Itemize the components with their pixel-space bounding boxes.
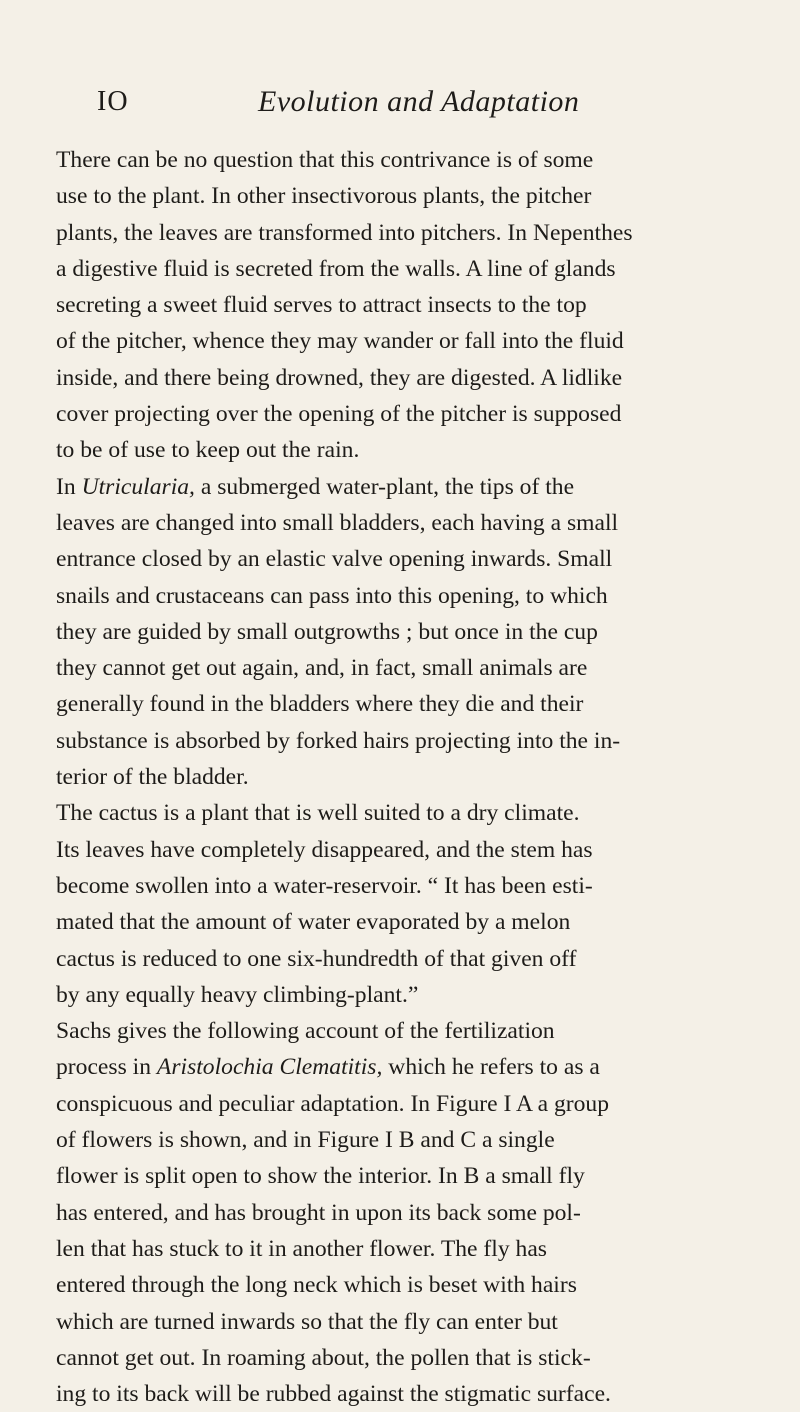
text-line: entrance closed by an elastic valve opening inwards. Small xyxy=(56,546,613,573)
text-line: a digestive fluid is secreted from the walls. A line of glands xyxy=(56,255,616,282)
text-line: flower is split open to show the interior. In B a small fly xyxy=(56,1163,585,1190)
text-line: has entered, and has brought in upon its back some pol- xyxy=(56,1199,581,1226)
text-line: The cactus is a plant that is well suited to a dry climate. xyxy=(56,800,580,827)
text-line: to be of use to keep out the rain. xyxy=(56,437,360,464)
text-span: a submerged water-plant, the tips of the xyxy=(194,473,575,500)
text-line: they are guided by small outgrowths ; but once in the cup xyxy=(56,618,598,645)
text-span: which he refers to as a xyxy=(382,1054,600,1081)
text-line: conspicuous and peculiar adaptation. In Figure I A a group xyxy=(56,1090,610,1117)
text-line: secreting a sweet fluid serves to attract insects to the top xyxy=(56,292,587,319)
paragraph-cactus xyxy=(56,795,742,1013)
text-line: Sachs gives the following account of the fertilization xyxy=(56,1018,555,1045)
text-line: generally found in the bladders where they die and their xyxy=(56,691,584,718)
text-line: cover projecting over the opening of the pitcher is supposed xyxy=(56,401,622,428)
text-span: In xyxy=(56,473,82,500)
italic-term: Aristolochia Clematitis, xyxy=(156,1054,383,1081)
text-line: mated that the amount of water evaporated by a melon xyxy=(56,909,571,936)
body-text xyxy=(56,142,742,1412)
text-line: which are turned inwards so that the fly can enter but xyxy=(56,1308,558,1335)
running-head: Evolution and Adaptation xyxy=(258,85,580,118)
text-line: become swollen into a water-reservoir. “ It has been esti- xyxy=(56,872,593,899)
page-number: IO xyxy=(97,86,129,117)
paragraph-aristolochia xyxy=(56,1013,742,1412)
text-line: inside, and there being drowned, they are digested. A lidlike xyxy=(56,364,623,391)
text-line: snails and crustaceans can pass into this opening, to which xyxy=(56,582,608,609)
text-line: len that has stuck to it in another flower. The fly has xyxy=(56,1235,547,1262)
text-line xyxy=(56,1049,742,1085)
text-span: process in xyxy=(56,1054,157,1081)
text-line: substance is absorbed by forked hairs projecting into the in- xyxy=(56,727,621,754)
text-line: entered through the long neck which is beset with hairs xyxy=(56,1272,577,1299)
italic-term: Utricularia, xyxy=(81,473,195,500)
paragraph-pitcher-plants xyxy=(56,142,742,469)
text-line: use to the plant. In other insectivorous plants, the pitcher xyxy=(56,183,592,210)
page-header xyxy=(0,82,800,122)
text-line: terior of the bladder. xyxy=(56,764,249,791)
text-line: plants, the leaves are transformed into pitchers. In Nepenthes xyxy=(56,219,633,246)
text-line: leaves are changed into small bladders, each having a small xyxy=(56,509,619,536)
text-line: cactus is reduced to one six-hundredth of that given off xyxy=(56,945,577,972)
text-line: Its leaves have completely disappeared, and the stem has xyxy=(56,836,593,863)
text-line: they cannot get out again, and, in fact, small animals are xyxy=(56,655,588,682)
text-line xyxy=(56,469,742,505)
text-line: by any equally heavy climbing-plant.” xyxy=(56,981,419,1008)
paragraph-utricularia xyxy=(56,469,742,796)
text-line: cannot get out. In roaming about, the pollen that is stick- xyxy=(56,1344,591,1371)
text-line: of the pitcher, whence they may wander or fall into the fluid xyxy=(56,328,624,355)
text-line: There can be no question that this contrivance is of some xyxy=(56,147,594,173)
text-line: ing to its back will be rubbed against the stigmatic surface. xyxy=(56,1381,611,1408)
text-line: of flowers is shown, and in Figure I B and C a single xyxy=(56,1127,555,1154)
